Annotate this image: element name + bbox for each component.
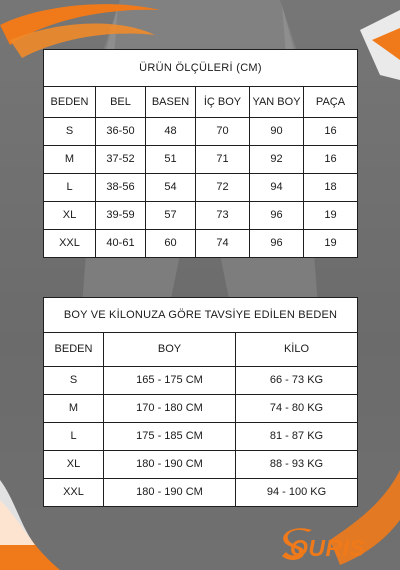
table-cell: 96 <box>250 230 304 258</box>
table-cell: 72 <box>196 174 250 202</box>
table-cell: XL <box>44 451 104 479</box>
table-cell: 51 <box>146 146 196 174</box>
column-header: KİLO <box>236 333 358 367</box>
table-row <box>44 230 358 258</box>
table-cell: 92 <box>250 146 304 174</box>
table-cell: 39-59 <box>96 202 146 230</box>
column-header: İÇ BOY <box>196 87 250 118</box>
table-cell: 175 - 185 CM <box>104 423 236 451</box>
table-cell: XXL <box>44 479 104 507</box>
table-cell: 38-56 <box>96 174 146 202</box>
table-row <box>44 395 358 423</box>
table-header-row <box>44 333 358 367</box>
table-row <box>44 174 358 202</box>
table-cell: 170 - 180 CM <box>104 395 236 423</box>
table-cell: 54 <box>146 174 196 202</box>
table-row <box>44 479 358 507</box>
table-cell: 70 <box>196 118 250 146</box>
table-cell: 16 <box>304 118 358 146</box>
brand-logo-text: OURIS <box>290 535 366 561</box>
column-header: PAÇA <box>304 87 358 118</box>
brand-logo <box>278 528 390 564</box>
table-cell: M <box>44 146 96 174</box>
table-row <box>44 367 358 395</box>
table-cell: 18 <box>304 174 358 202</box>
table-cell: 74 - 80 KG <box>236 395 358 423</box>
table-cell: 90 <box>250 118 304 146</box>
table-cell: 19 <box>304 202 358 230</box>
table-cell: 94 <box>250 174 304 202</box>
column-header: BEDEN <box>44 333 104 367</box>
table-cell: 94 - 100 KG <box>236 479 358 507</box>
table-cell: L <box>44 423 104 451</box>
table-cell: 180 - 190 CM <box>104 451 236 479</box>
recommendation-title: BOY VE KİLONUZA GÖRE TAVSİYE EDİLEN BEDEN <box>44 298 358 333</box>
column-header: BEDEN <box>44 87 96 118</box>
table-cell: XL <box>44 202 96 230</box>
table-row <box>44 146 358 174</box>
table-cell: 81 - 87 KG <box>236 423 358 451</box>
table-cell: 96 <box>250 202 304 230</box>
table-cell: 60 <box>146 230 196 258</box>
table-cell: 16 <box>304 146 358 174</box>
size-chart-title: ÜRÜN ÖLÇÜLERİ (CM) <box>44 50 358 87</box>
table-row <box>44 451 358 479</box>
table-cell: 66 - 73 KG <box>236 367 358 395</box>
table-cell: 48 <box>146 118 196 146</box>
table-header-row <box>44 87 358 118</box>
table-cell: 40-61 <box>96 230 146 258</box>
table-cell: 73 <box>196 202 250 230</box>
column-header: YAN BOY <box>250 87 304 118</box>
table-cell: L <box>44 174 96 202</box>
table-cell: S <box>44 118 96 146</box>
table-cell: 19 <box>304 230 358 258</box>
table-cell: 180 - 190 CM <box>104 479 236 507</box>
size-chart-table <box>43 49 358 258</box>
table-cell: S <box>44 367 104 395</box>
table-cell: 57 <box>146 202 196 230</box>
table-cell: 88 - 93 KG <box>236 451 358 479</box>
column-header: BEL <box>96 87 146 118</box>
table-cell: 71 <box>196 146 250 174</box>
table-cell: XXL <box>44 230 96 258</box>
table-cell: 74 <box>196 230 250 258</box>
table-row <box>44 202 358 230</box>
column-header: BOY <box>104 333 236 367</box>
table-row <box>44 118 358 146</box>
table-row <box>44 423 358 451</box>
table-cell: 165 - 175 CM <box>104 367 236 395</box>
table-cell: M <box>44 395 104 423</box>
recommendation-table <box>43 297 358 507</box>
column-header: BASEN <box>146 87 196 118</box>
table-cell: 37-52 <box>96 146 146 174</box>
table-cell: 36-50 <box>96 118 146 146</box>
